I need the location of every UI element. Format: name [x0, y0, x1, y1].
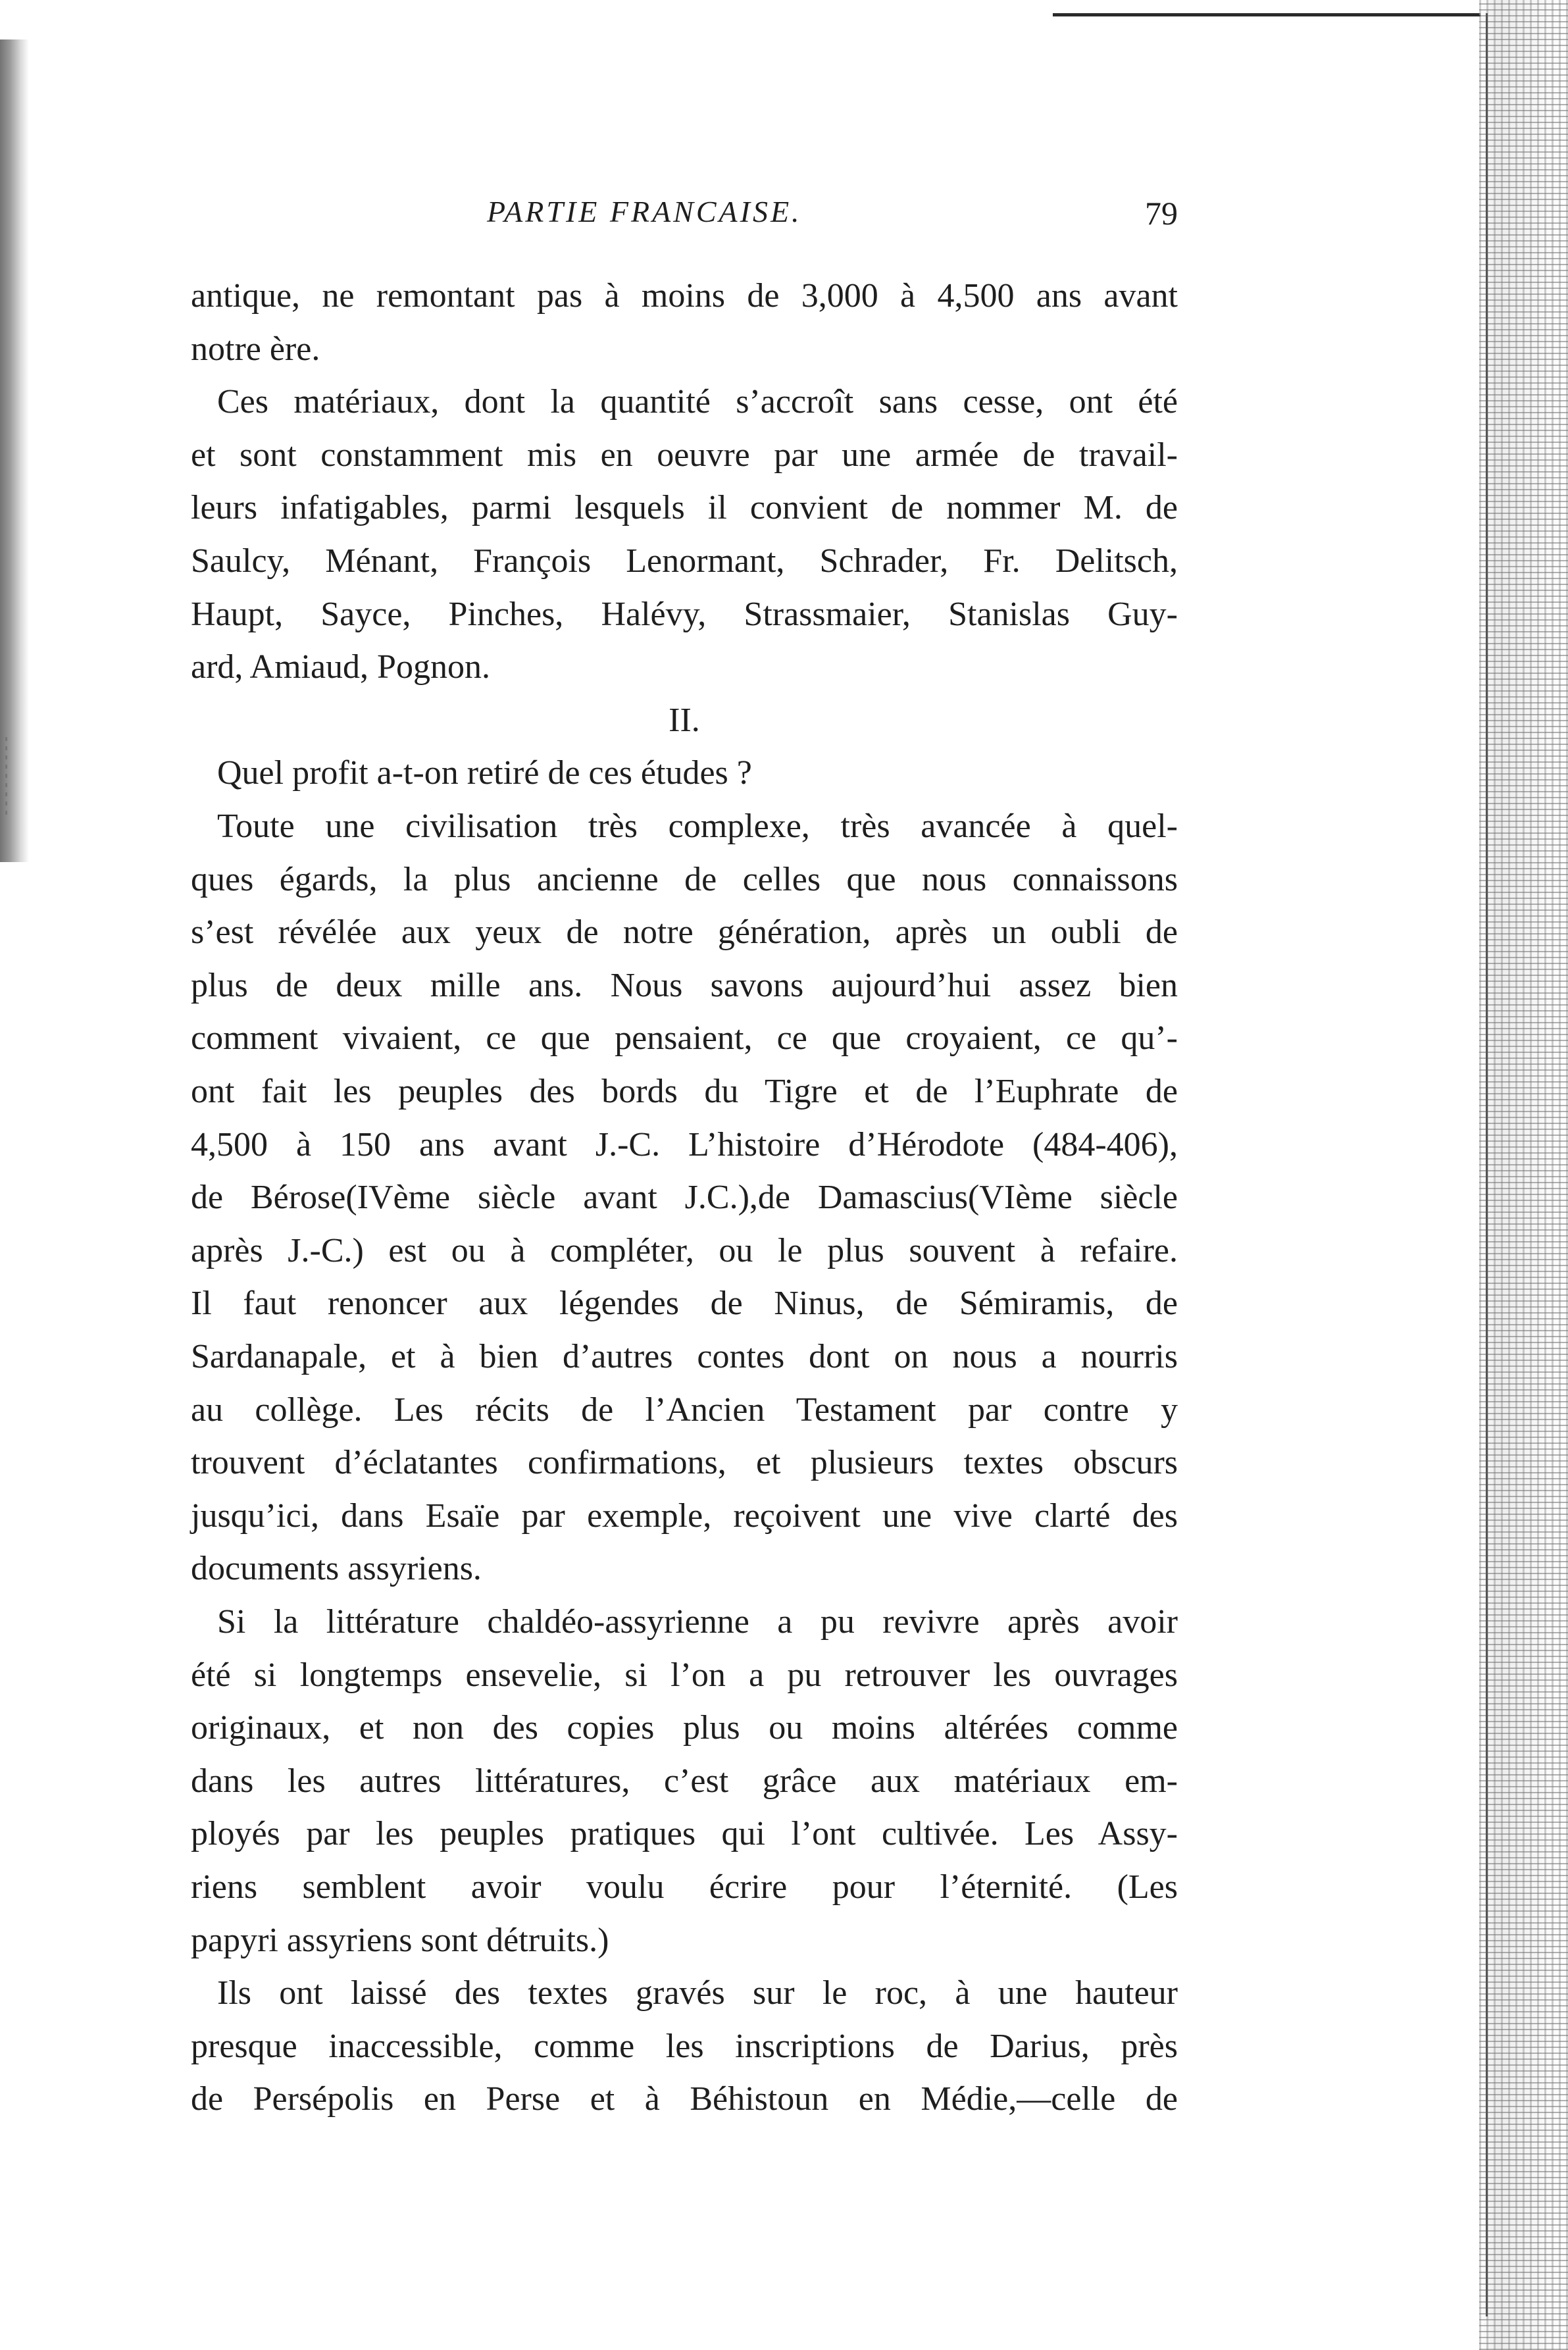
- page-number: 79: [1145, 195, 1178, 232]
- text-line: comment vivaient, ce que pensaient, ce que croyaient, ce qu’-: [191, 1019, 1178, 1057]
- text-line: Il faut renoncer aux légendes de Ninus, de Sémiramis, de: [191, 1285, 1178, 1322]
- text-line: ques égards, la plus ancienne de celles que nous connaissons: [191, 861, 1178, 898]
- text-line: ployés par les peuples pratiques qui l’ont cultivée. Les Assy-: [191, 1815, 1178, 1852]
- text-line: jusqu’ici, dans Esaïe par exemple, reçoivent une vive clarté des: [191, 1497, 1178, 1535]
- text-line: Si la littérature chaldéo-assyrienne a pu revivre après avoir: [217, 1603, 1178, 1641]
- text-line: papyri assyriens sont détruits.): [191, 1922, 609, 1959]
- text-line: au collège. Les récits de l’Ancien Testament par contre y: [191, 1391, 1178, 1429]
- scan-top-rule: [1053, 13, 1480, 16]
- text-line: été si longtemps ensevelie, si l’on a pu retrouver les ouvrages: [191, 1656, 1178, 1694]
- text-line: Ces matériaux, dont la quantité s’accroît sans cesse, ont été: [217, 383, 1178, 421]
- text-line: dans les autres littératures, c’est grâce aux matériaux em-: [191, 1762, 1178, 1800]
- text-line: après J.-C.) est ou à compléter, ou le plus souvent à refaire.: [191, 1232, 1178, 1269]
- text-line: s’est révélée aux yeux de notre génération, après un oubli de: [191, 913, 1178, 951]
- scan-left-edge-shadow: [0, 39, 29, 862]
- text-line: Haupt, Sayce, Pinches, Halévy, Strassmaier, Stanislas Guy-: [191, 596, 1178, 633]
- text-line: originaux, et non des copies plus ou moins altérées comme: [191, 1709, 1178, 1747]
- text-line: Sardanapale, et à bien d’autres contes dont on nous a nourris: [191, 1338, 1178, 1375]
- text-line: documents assyriens.: [191, 1550, 482, 1587]
- text-line: de Bérose(IVème siècle avant J.C.),de Damascius(VIème siècle: [191, 1179, 1178, 1216]
- page-header: [191, 194, 1178, 247]
- text-line: ard, Amiaud, Pognon.: [191, 648, 490, 686]
- text-line: Quel profit a-t-on retiré de ces études ?: [217, 754, 752, 792]
- section-heading: II.: [669, 702, 700, 739]
- text-line: riens semblent avoir voulu écrire pour l’éternité. (Les: [191, 1868, 1178, 1906]
- text-line: et sont constamment mis en oeuvre par une armée de travail-: [191, 436, 1178, 474]
- scan-right-edge-noise: [1479, 0, 1568, 2350]
- text-line: Saulcy, Ménant, François Lenormant, Schrader, Fr. Delitsch,: [191, 542, 1178, 580]
- text-line: Toute une civilisation très complexe, très avancée à quel-: [217, 807, 1178, 845]
- text-line: presque inaccessible, comme les inscriptions de Darius, près: [191, 2028, 1178, 2065]
- text-line: ont fait les peuples des bords du Tigre et de l’Euphrate de: [191, 1073, 1178, 1110]
- text-line: leurs infatigables, parmi lesquels il convient de nommer M. de: [191, 489, 1178, 526]
- text-line: de Persépolis en Perse et à Béhistoun en Médie,—celle de: [191, 2080, 1178, 2118]
- text-line: trouvent d’éclatantes confirmations, et plusieurs textes obscurs: [191, 1444, 1178, 1481]
- text-line: antique, ne remontant pas à moins de 3,000 à 4,500 ans avant: [191, 277, 1178, 315]
- text-line: Ils ont laissé des textes gravés sur le roc, à une hauteur: [217, 1974, 1178, 2012]
- text-line: plus de deux mille ans. Nous savons aujourd’hui assez bien: [191, 967, 1178, 1004]
- running-title: PARTIE FRANCAISE.: [487, 195, 802, 228]
- text-line: notre ère.: [191, 330, 320, 368]
- scan-left-edge-marks: [5, 737, 7, 816]
- text-line: 4,500 à 150 ans avant J.-C. L’histoire d’Hérodote (484-406),: [191, 1126, 1178, 1163]
- scan-right-edge-line: [1486, 13, 1488, 2316]
